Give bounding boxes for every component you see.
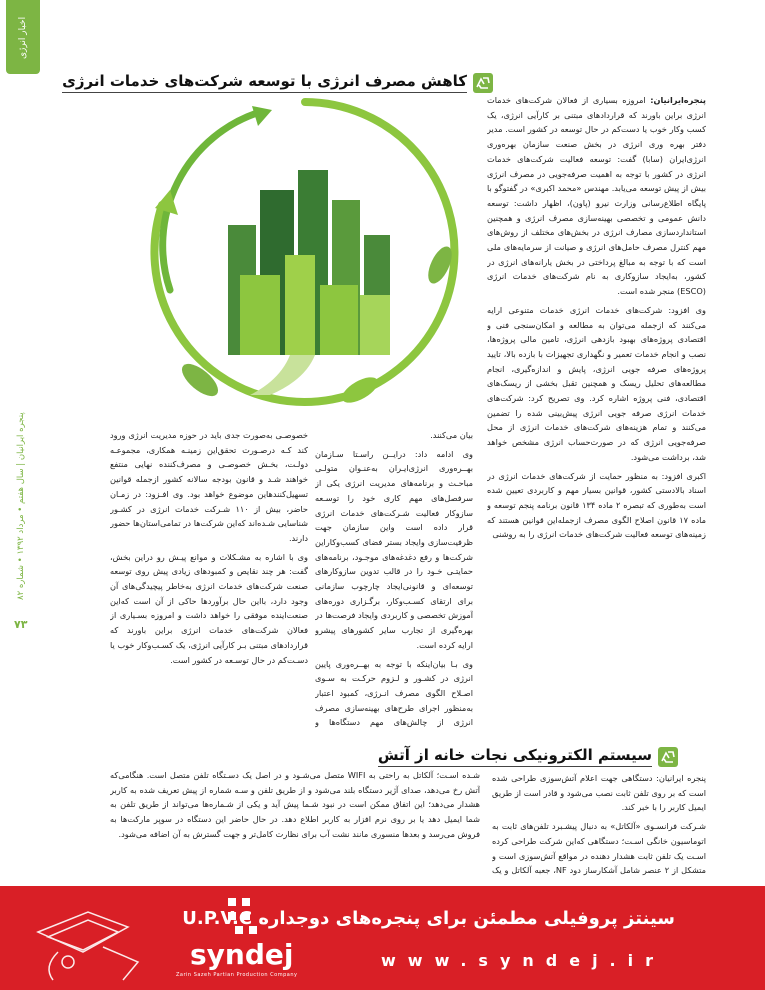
section-tab-label: اخبار انرژی bbox=[18, 16, 28, 60]
brand-name: syndej bbox=[190, 938, 294, 971]
article1-paragraph: وی با اشاره به مشـکلات و موانع پیـش رو دراین بخش، گفت: هر چند نقایص و کمبودهای زیادی پیش روی توسعه صنعت شرکت‌های خدمات انرژی به‌خاطر پیچیدگی‌های آن وجود دارد، بااین حال برآوردها حاکی از آن است که‌این صنعت‌اینده موفقی را خواهد داشت و امروزه بسـیاری از فعالان شرکت‌های خدمات انرژی براین باورند که قراردادهای مبتنی بـر کارآیی انرژی، یک کسـب‌وکار خوب یا دسـت‌کم در حال توسـعه در کشور است. bbox=[110, 551, 308, 665]
article1-paragraph: بیان می‌کنند. bbox=[430, 430, 473, 440]
window-sketch bbox=[28, 892, 148, 984]
article2-column-right bbox=[492, 771, 706, 879]
article2-headline bbox=[378, 746, 678, 767]
article1-paragraph: امروزه بسیاری از فعالان شرکت‌های خدمات انرژی براین باورند که قراردادهای مبتنی بر کارآیی انرژی، یک کسب وکار خوب یا دست‌کم در حال توسعه در کشور است. مدیر دفتر بهره وری انرژی در بخش صنعت سازمان بهره‌وری انرژی‌ایران (سابا) گفت: توسعه فعالیت شرکت‌های خدمات انرژی در کشور با توجه به اهمیت صرفه‌جویی در مصرف انرژی بیش از پیش توسعه می‌یابد. مهندس «محمد اکبری» در گفتوگو با پایگاه اطلاع‌رسانی وزارت نیرو (پاون)، اظهار داشت: توسعه دانش عمومی و تخصصی بهینه‌سازی مصرف انرژی و همچنین استانداردسازی مصارف انرژی در بخش‌های مختلف از روش‌های مهم کنترل مصرف حامل‌های انرژی و صیانت از سرمایه‌های ملی است که با توجه به مبالغ پرداختی در بخش یارانه‌های انرژی در کشور، به‌ایجاد سازوکاری به نام شرکت‌های خدمات انرژی (ESCO) منجر شده است. bbox=[487, 95, 706, 297]
recycle-icon bbox=[658, 747, 678, 767]
page-number: ۷۳ bbox=[14, 618, 28, 631]
article2-paragraph: پنجره ایرانیان: دستگاهی جهت اعلام آتش‌سوزی طراحی شده است که بر روی تلفن ثابت نصب می‌شود و قادر است از طریق ایمیل کاربر را با خبر کند. bbox=[492, 773, 706, 813]
article1-paragraph: وی افزود: شرکت‌های خدمات انرژی خدمات متنوعی ارایه می‌کنند که ازجمله می‌توان به مطالعه و امکان‌سنجی فنی و اقتصادی پروژه‌های بهبود بازدهی انرژی، تامین مالی پروژه‌ها، نصب و انجام خدمات تعمیر و نگهداری تجهیزات با بازده بالا، تایید پروژه‌های صرفه جویی انرژی، پایش و اندازه‌گیری، انجام مطالعه‌های تحلیل ریسک و همچنین تقبل بخشی از ریسک‌های اقتصادی، فنی پروژه اشاره کرد. وی تصریح کرد: شرکت‌های خدمات انرژی صرفه جویی انرژی پیش‌بینی شده را تضمین می‌کنند و تمام هزینه‌های شرکت‌های خدمات انرژی از محل صرفه‌جویی انرژی که در صورت‌حساب انرژی مشخص خواهد شد، برداشت می‌شود. bbox=[487, 304, 706, 462]
issue-caption: پنجره ایرانیان | سال هفتم • مرداد ۱۳۹۲ • شماره ۸۲ bbox=[16, 412, 26, 600]
recycle-icon bbox=[473, 73, 493, 93]
article1-headline-text: کاهش مصرف انرژی با توسعه شرکت‌های خدمات انرژی bbox=[62, 72, 467, 93]
article2-paragraph: شـده اسـت؛ آلکاتل به راحتی به WIFI متصل می‌شـود و در اصل یک دسـتگاه تلفن متصل است. هنگامی‌که آتش رخ می‌دهد، صدای آژیر دستگاه بلند می‌شود و از طریق تلفن و سـه شماره از پیش تعریف شده به کاربر هشدار می‌دهد؛ این اتفاق ممکن است در نبود شـما پیش آید و یکی از شـماره‌ها می‌تواند از طریق تلفن به شما ایمیل دهد یا بر روی نرم افزار به کاربر اطلاع دهد. در حال حاضر این دستگاه در سوپر مارکت‌ها به فروش می‌رسد و بعدها منسوری مانند نشت آب برای نظارت کامل‌تر و جهت گسترش به آن اضافه می‌شود. bbox=[110, 770, 480, 839]
ad-headline: سینتز پروفیلی مطمئن برای پنجره‌های دوجداره U.P.V.C bbox=[182, 908, 675, 929]
article1-paragraph: اکبری افزود: به منظور حمایت از شرکت‌های خدمات انرژی در اسناد بالادستی کشور، قوانین بسیار مهم و کاربردی تعیین شده است به‌طوری که تبصره ۲ ماده ۱۳۴ قانون برنامه پنجم توسعه و ماده ۱۷ قانون اصلاح الگوی مصرف ازجمله‌این قوانین هستند که زمینه‌های توسعه فعالیت شرکت‌های خدمات انرژی را به روشنی bbox=[487, 470, 706, 540]
article2-column-left bbox=[110, 768, 480, 880]
article2-headline-text: سیستم الکترونیکی نجات خانه از آتش bbox=[378, 746, 652, 767]
brand-tagline: Zarin Sazeh Partian Production Company bbox=[176, 972, 298, 978]
article1-paragraph: خصوصـی به‌صورت جدی باید در حوزه مدیریت انرژی ورود کند کـه درصـورت تحقق‌این زمینـه همکاری، مجموعـه دولـت، بخـش خصوصـی و مصرف‌کننده نهایی منتفع خواهند شـد و قانون بودجه سالانه کشور ازجمله قوانین تسهیل‌کنندهاین موضوع خواهد بود. وی افـزود: در زمـان حاضر، بیش از ۱۱۰ شـرکت خدمات انرژی در کشـور شناسایی شـده‌اند که‌این شرکت‌ها در تمامی‌استان‌ها حضور دارند. bbox=[110, 430, 308, 543]
article1-lead: پنجره‌ایرانیان: bbox=[650, 95, 706, 105]
article1-paragraph: وی ادامه داد: درایــن راسـتا سـازمان بهــره‌وری انرژی‌ایـران به‌عنـوان متولـی مباحـث و برنامه‌های مدیریت انرژی یکی از سرفصل‌های مهم کاری خود را توسـعه سازوکار فعالیت شـرکت‌های خدمات انرژی قرار داده است واین سازمان جهت ظرفیت‌سازی وایجاد بستر فضای کسب‌وکاراین شرکت‌ها و رفع دغدغه‌های موجـود، برنامه‌های حمایتـی خـود را در قالب تدوین سازوکارهای توسعه‌ای و قانونی‌ایجاد چارچوب سازمانی برای ارتقای کسـب‌وکار، برگـزاری دوره‌های آموزش تخصصی و کاربردی وایجاد فرصت‌ها در بهره‌گیری از تجارب سایر کشورهای پیشرو ارایه کرده است. bbox=[315, 448, 473, 650]
ad-url[interactable]: www.syndej.ir bbox=[381, 951, 665, 970]
city-ring-illustration bbox=[140, 90, 470, 420]
article1-column-middle bbox=[315, 428, 473, 733]
article2-paragraph: شـرکت فرانسـوی «آلکاتل» به دنبال پیشـبرد تلفن‌های ثابت به اتوماسیون خانگی اسـت؛ دستگاهی که‌این شرکت طراحی کرده اسـت یک تلفن ثابت هشدار دهنده در مواقع آتش‌سوزی است و متشکل از ۲ عنصر شامل آشکارساز دود NF، جعبه آلکاتل و یک bbox=[492, 821, 706, 876]
article1-paragraph: وی بـا بیان‌اینکه با توجه به بهــره‌وری پایین انرژی در کشـور و لـزوم حرکـت به سـوی اصـلاح الگوی مصرف انـرژی، کمبود اعتبار به‌منظور اجرای طرح‌های بهینه‌سازی مصرف انرژی از چالش‌های مهم دستگاه‌ها و bbox=[315, 658, 473, 728]
article1-column-right bbox=[487, 93, 706, 733]
ad-banner bbox=[0, 886, 765, 990]
article1-column-left bbox=[110, 428, 308, 733]
